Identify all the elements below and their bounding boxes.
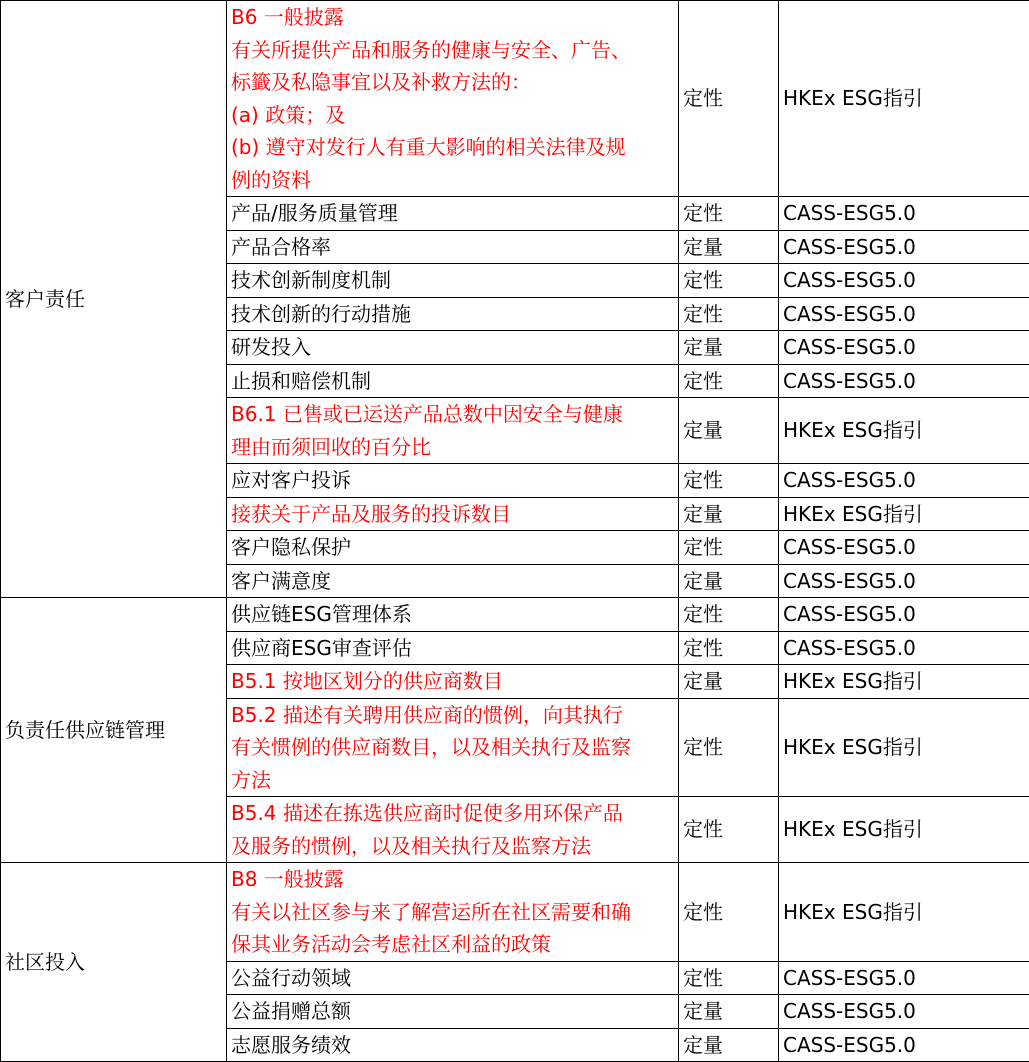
indicator-source-cell: CASS-ESG5.0 xyxy=(779,961,1029,995)
indicator-text-line: B6 一般披露 xyxy=(231,1,678,34)
indicator-cell xyxy=(227,598,679,632)
indicator-type-cell: 定量 xyxy=(679,331,779,365)
indicator-cell xyxy=(227,297,679,331)
category-cell: 客户责任 xyxy=(1,1,227,598)
table-body xyxy=(1,1,1029,1062)
indicator-source-cell: CASS-ESG5.0 xyxy=(779,1028,1029,1062)
indicator-type-cell: 定性 xyxy=(679,698,779,797)
indicator-cell xyxy=(227,961,679,995)
indicator-cell xyxy=(227,531,679,565)
category-cell: 社区投入 xyxy=(1,863,227,1062)
indicator-cell xyxy=(227,698,679,797)
indicator-type-cell: 定性 xyxy=(679,197,779,231)
table-row xyxy=(1,598,1029,632)
indicator-text-line: 方法 xyxy=(231,764,678,797)
indicator-type-cell: 定量 xyxy=(679,230,779,264)
indicator-source-cell: HKEx ESG指引 xyxy=(779,698,1029,797)
indicator-source-cell: HKEx ESG指引 xyxy=(779,863,1029,962)
indicator-cell xyxy=(227,797,679,863)
indicator-source-cell: CASS-ESG5.0 xyxy=(779,464,1029,498)
indicator-text-line: 应对客户投诉 xyxy=(231,464,678,497)
indicator-type-cell: 定性 xyxy=(679,264,779,298)
indicator-cell xyxy=(227,197,679,231)
indicator-source-cell: HKEx ESG指引 xyxy=(779,398,1029,464)
indicator-text-line: 有关以社区参与来了解营运所在社区需要和确 xyxy=(231,896,678,929)
indicator-text-line: 公益捐赠总额 xyxy=(231,995,678,1028)
indicator-type-cell: 定性 xyxy=(679,1,779,197)
indicator-source-cell: HKEx ESG指引 xyxy=(779,665,1029,699)
indicator-text-line: (a) 政策；及 xyxy=(231,99,678,132)
indicator-text-line: B5.2 描述有关聘用供应商的惯例，向其执行 xyxy=(231,699,678,732)
indicator-text-line: 客户满意度 xyxy=(231,565,678,598)
indicator-cell xyxy=(227,1,679,197)
indicator-text-line: 志愿服务绩效 xyxy=(231,1029,678,1062)
indicator-source-cell: CASS-ESG5.0 xyxy=(779,197,1029,231)
indicator-source-cell: CASS-ESG5.0 xyxy=(779,364,1029,398)
indicator-type-cell: 定性 xyxy=(679,598,779,632)
indicator-type-cell: 定量 xyxy=(679,564,779,598)
indicator-source-cell: CASS-ESG5.0 xyxy=(779,564,1029,598)
indicator-cell xyxy=(227,631,679,665)
indicator-cell xyxy=(227,264,679,298)
indicator-cell xyxy=(227,863,679,962)
indicator-type-cell: 定量 xyxy=(679,995,779,1029)
indicator-source-cell: CASS-ESG5.0 xyxy=(779,297,1029,331)
indicator-source-cell: CASS-ESG5.0 xyxy=(779,230,1029,264)
indicator-text-line: 有关惯例的供应商数目，以及相关执行及监察 xyxy=(231,731,678,764)
indicator-type-cell: 定性 xyxy=(679,797,779,863)
indicator-type-cell: 定量 xyxy=(679,1028,779,1062)
indicator-text-line: 产品/服务质量管理 xyxy=(231,197,678,230)
indicator-text-line: 及服务的惯例，以及相关执行及监察方法 xyxy=(231,830,678,863)
table-row xyxy=(1,863,1029,962)
indicator-type-cell: 定性 xyxy=(679,364,779,398)
indicator-cell xyxy=(227,331,679,365)
indicator-text-line: 标籤及私隐事宜以及补救方法的： xyxy=(231,66,678,99)
indicator-text-line: 供应链ESG管理体系 xyxy=(231,598,678,631)
indicator-source-cell: CASS-ESG5.0 xyxy=(779,331,1029,365)
indicator-text-line: B5.1 按地区划分的供应商数目 xyxy=(231,665,678,698)
indicator-text-line: 保其业务活动会考虑社区利益的政策 xyxy=(231,928,678,961)
indicator-type-cell: 定性 xyxy=(679,297,779,331)
category-cell: 负责任供应链管理 xyxy=(1,598,227,863)
indicator-source-cell: HKEx ESG指引 xyxy=(779,497,1029,531)
indicator-text-line: (b) 遵守对发行人有重大影响的相关法律及规 xyxy=(231,131,678,164)
indicator-type-cell: 定量 xyxy=(679,497,779,531)
indicator-text-line: 例的资料 xyxy=(231,164,678,197)
indicator-type-cell: 定性 xyxy=(679,863,779,962)
indicator-cell xyxy=(227,464,679,498)
indicator-source-cell: CASS-ESG5.0 xyxy=(779,995,1029,1029)
indicator-cell xyxy=(227,564,679,598)
indicator-cell xyxy=(227,398,679,464)
indicator-cell xyxy=(227,1028,679,1062)
indicator-text-line: B5.4 描述在拣选供应商时促使多用环保产品 xyxy=(231,797,678,830)
indicator-source-cell: CASS-ESG5.0 xyxy=(779,631,1029,665)
indicator-text-line: 止损和赔偿机制 xyxy=(231,365,678,398)
indicator-type-cell: 定性 xyxy=(679,961,779,995)
indicator-text-line: B6.1 已售或已运送产品总数中因安全与健康 xyxy=(231,398,678,431)
indicator-text-line: 理由而须回收的百分比 xyxy=(231,431,678,464)
indicator-cell xyxy=(227,364,679,398)
indicator-text-line: 产品合格率 xyxy=(231,231,678,264)
indicator-cell xyxy=(227,230,679,264)
indicator-cell xyxy=(227,665,679,699)
indicator-text-line: 研发投入 xyxy=(231,331,678,364)
indicator-type-cell: 定性 xyxy=(679,464,779,498)
indicator-text-line: 有关所提供产品和服务的健康与安全、广告、 xyxy=(231,34,678,67)
indicator-text-line: 接获关于产品及服务的投诉数目 xyxy=(231,498,678,531)
indicator-source-cell: CASS-ESG5.0 xyxy=(779,264,1029,298)
table-row xyxy=(1,1,1029,197)
indicator-type-cell: 定性 xyxy=(679,531,779,565)
indicator-text-line: 供应商ESG审查评估 xyxy=(231,632,678,665)
indicator-type-cell: 定性 xyxy=(679,631,779,665)
indicator-cell xyxy=(227,995,679,1029)
indicator-text-line: 公益行动领域 xyxy=(231,962,678,995)
indicator-text-line: 技术创新的行动措施 xyxy=(231,298,678,331)
indicator-text-line: 技术创新制度机制 xyxy=(231,264,678,297)
indicator-source-cell: HKEx ESG指引 xyxy=(779,1,1029,197)
indicator-source-cell: HKEx ESG指引 xyxy=(779,797,1029,863)
indicator-source-cell: CASS-ESG5.0 xyxy=(779,598,1029,632)
indicator-type-cell: 定量 xyxy=(679,665,779,699)
indicator-text-line: B8 一般披露 xyxy=(231,863,678,896)
indicator-cell xyxy=(227,497,679,531)
indicator-text-line: 客户隐私保护 xyxy=(231,531,678,564)
indicator-source-cell: CASS-ESG5.0 xyxy=(779,531,1029,565)
indicator-type-cell: 定量 xyxy=(679,398,779,464)
